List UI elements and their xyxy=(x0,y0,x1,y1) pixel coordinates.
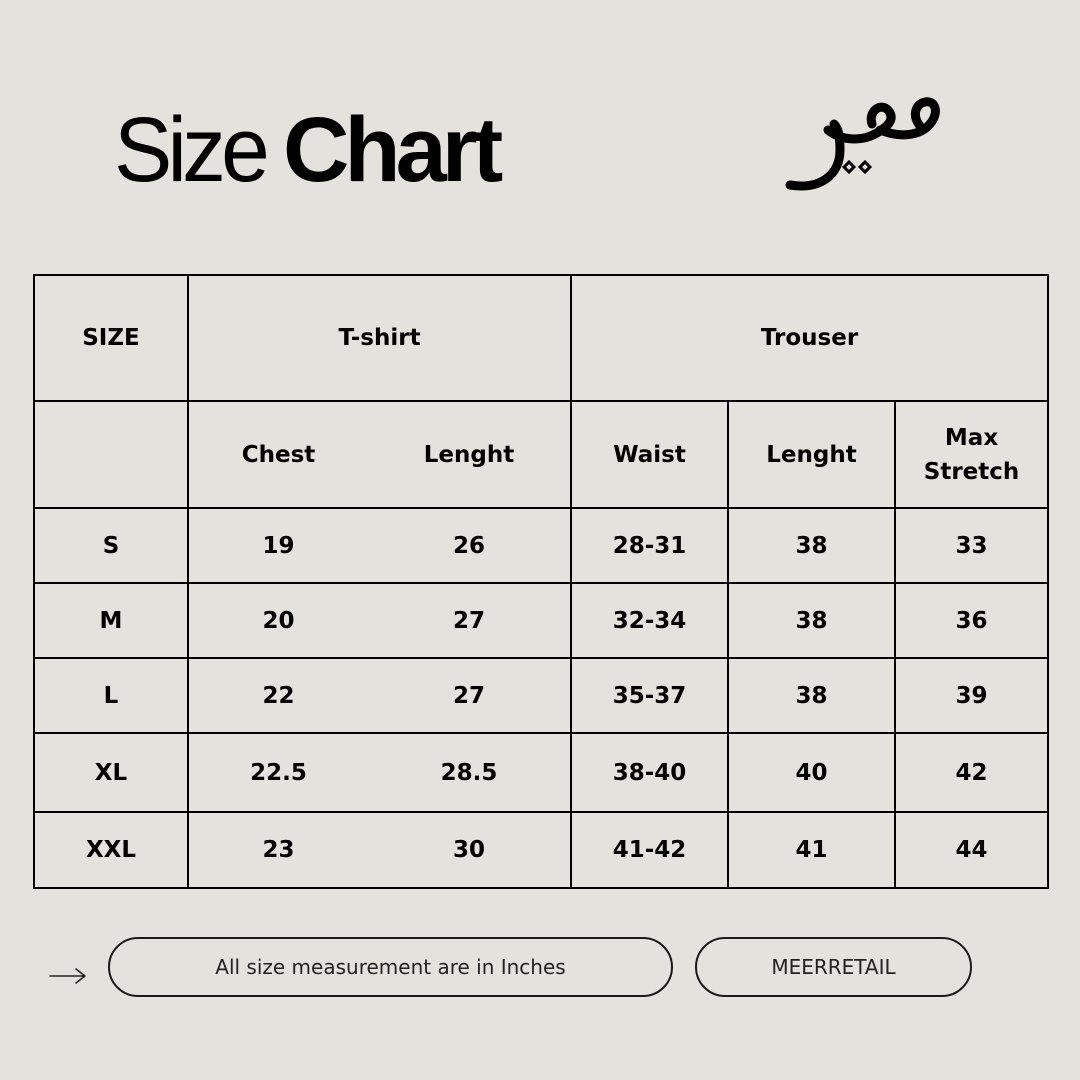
measurement-note xyxy=(108,937,673,997)
cell-size: XL xyxy=(34,733,188,812)
cell-max-stretch: 33 xyxy=(895,508,1048,583)
header-tshirt: T-shirt xyxy=(188,275,571,401)
cell-waist: 41-42 xyxy=(571,812,728,888)
table-header-row xyxy=(34,275,1048,401)
cell-tshirt-length: 27 xyxy=(368,583,571,658)
cell-chest: 22.5 xyxy=(188,733,368,812)
subheader-waist: Waist xyxy=(571,401,728,508)
table-row xyxy=(34,658,1048,733)
subheader-empty xyxy=(34,401,188,508)
cell-tshirt-length: 27 xyxy=(368,658,571,733)
title-word-size: Size xyxy=(113,99,265,201)
cell-chest: 23 xyxy=(188,812,368,888)
cell-size: XXL xyxy=(34,812,188,888)
max-stretch-line2: Stretch xyxy=(923,458,1020,485)
cell-trouser-length: 38 xyxy=(728,583,895,658)
measurement-note-text: All size measurement are in Inches xyxy=(215,955,566,979)
header-trouser: Trouser xyxy=(571,275,1048,401)
cell-waist: 28-31 xyxy=(571,508,728,583)
cell-tshirt-length: 28.5 xyxy=(368,733,571,812)
cell-waist: 35-37 xyxy=(571,658,728,733)
header-size: SIZE xyxy=(34,275,188,401)
cell-chest: 22 xyxy=(188,658,368,733)
cell-max-stretch: 36 xyxy=(895,583,1048,658)
cell-trouser-length: 38 xyxy=(728,508,895,583)
cell-trouser-length: 38 xyxy=(728,658,895,733)
cell-max-stretch: 44 xyxy=(895,812,1048,888)
subheader-tshirt-length: Lenght xyxy=(368,401,571,508)
cell-waist: 38-40 xyxy=(571,733,728,812)
cell-size: S xyxy=(34,508,188,583)
table-row xyxy=(34,733,1048,812)
max-stretch-line1: Max xyxy=(944,424,999,451)
cell-tshirt-length: 26 xyxy=(368,508,571,583)
cell-max-stretch: 42 xyxy=(895,733,1048,812)
cell-tshirt-length: 30 xyxy=(368,812,571,888)
subheader-max-stretch xyxy=(895,401,1048,508)
brand-name: MEERRETAIL xyxy=(771,955,896,979)
cell-chest: 19 xyxy=(188,508,368,583)
cell-chest: 20 xyxy=(188,583,368,658)
cell-waist: 32-34 xyxy=(571,583,728,658)
size-chart-table xyxy=(33,274,1049,889)
arrow-right-icon xyxy=(48,958,88,994)
cell-max-stretch: 39 xyxy=(895,658,1048,733)
title-word-chart: Chart xyxy=(282,99,499,201)
subheader-chest: Chest xyxy=(188,401,368,508)
cell-trouser-length: 40 xyxy=(728,733,895,812)
cell-trouser-length: 41 xyxy=(728,812,895,888)
cell-size: L xyxy=(34,658,188,733)
table-row xyxy=(34,583,1048,658)
table-row xyxy=(34,508,1048,583)
page-title xyxy=(110,100,498,200)
brand-badge xyxy=(695,937,972,997)
brand-logo xyxy=(780,90,950,200)
table-subheader-row xyxy=(34,401,1048,508)
table-row xyxy=(34,812,1048,888)
cell-size: M xyxy=(34,583,188,658)
subheader-trouser-length: Lenght xyxy=(728,401,895,508)
